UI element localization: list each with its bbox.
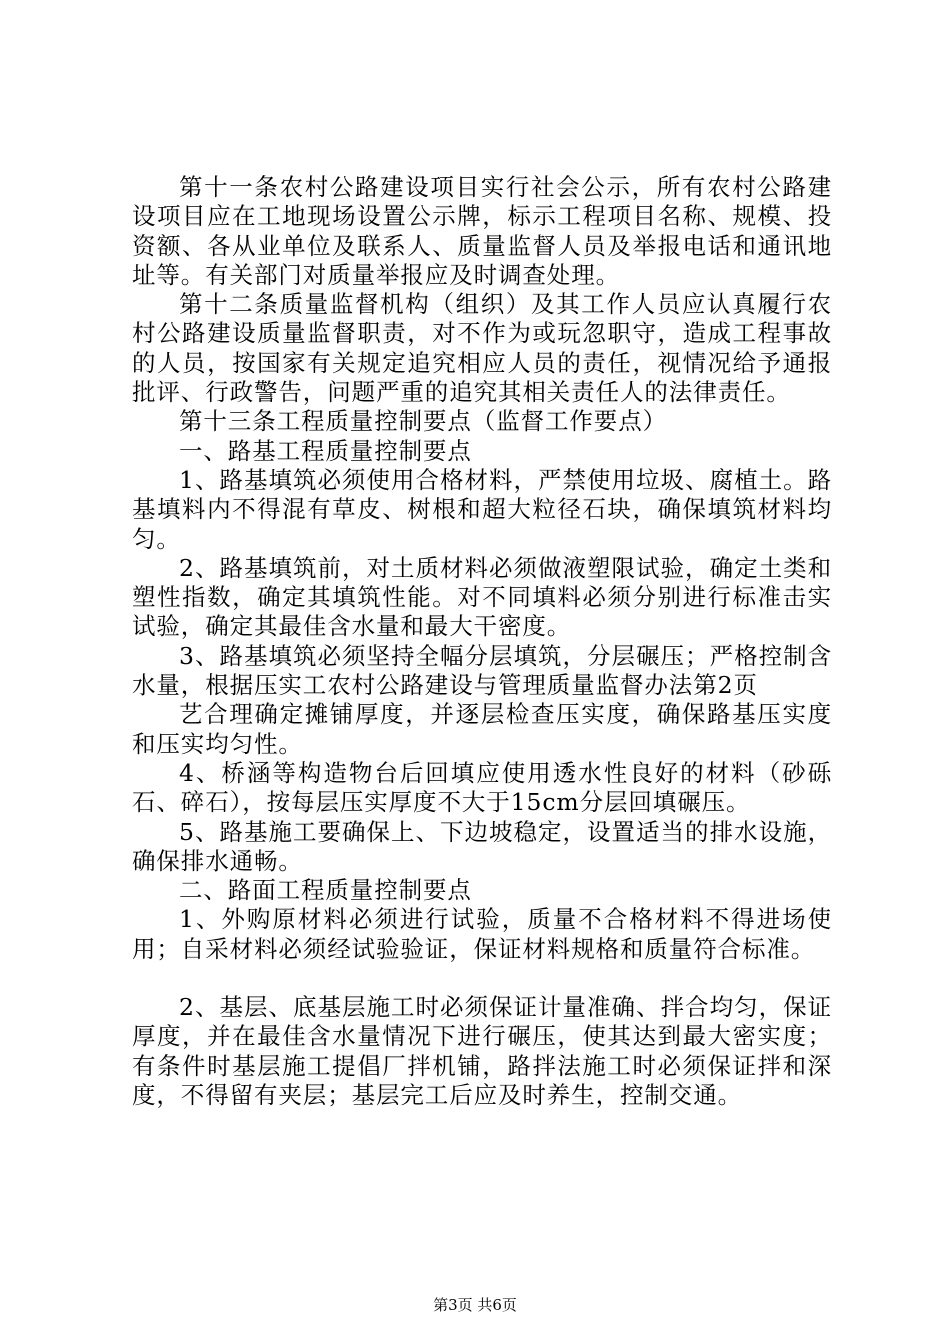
paragraph-subgrade-item-1: 1、路基填筑必须使用合格材料，严禁使用垃圾、腐植土。路基填料内不得混有草皮、树根和超大粒径石块，确保填筑材料均匀。 [132,465,832,553]
section-heading-subgrade: 一、路基工程质量控制要点 [179,436,472,465]
paragraph-subgrade-item-2: 2、路基填筑前，对土质材料必须做液塑限试验，确定土类和塑性指数，确定其填筑性能。对不同填料必须分别进行标准击实试验，确定其最佳含水量和最大干密度。 [132,553,832,641]
paragraph-pavement-item-1: 1、外购原材料必须进行试验，质量不合格材料不得进场使用；自采材料必须经试验验证，保证材料规格和质量符合标准。 [132,905,832,963]
document-body [132,173,832,1110]
paragraph-subgrade-item-3: 3、路基填筑必须坚持全幅分层填筑，分层碾压；严格控制含水量，根据压实工农村公路建设与管理质量监督办法第2页 [132,641,832,700]
paragraph-article-12: 第十二条质量监督机构（组织）及其工作人员应认真履行农村公路建设质量监督职责，对不作为或玩忽职守，造成工程事故的人员，按国家有关规定追究相应人员的责任，视情况给予通报批评、行政警告，问题严重的追究其相关责任人的法律责任。 [132,290,832,407]
paragraph-article-13-heading: 第十三条工程质量控制要点（监督工作要点） [179,407,667,436]
paragraph-article-11: 第十一条农村公路建设项目实行社会公示，所有农村公路建设项目应在工地现场设置公示牌，标示工程项目名称、规模、投资额、各从业单位及联系人、质量监督人员及举报电话和通讯地址等。有关部门对质量举报应及时调查处理。 [132,173,832,289]
paragraph-subgrade-item-3-continued: 艺合理确定摊铺厚度，并逐层检查压实度，确保路基压实度和压实均匀性。 [132,700,832,758]
page-number-footer: 第3页 共6页 [433,1296,517,1314]
paragraph-subgrade-item-4: 4、桥涵等构造物台后回填应使用透水性良好的材料（砂砾石、碎石），按每层压实厚度不大于15cm分层回填碾压。 [132,758,832,817]
paragraph-pavement-item-2: 2、基层、底基层施工时必须保证计量准确、拌合均匀，保证厚度，并在最佳含水量情况下进行碾压，使其达到最大密实度；有条件时基层施工提倡厂拌机铺，路拌法施工时必须保证拌和深度，不得留有夹层；基层完工后应及时养生，控制交通。 [132,993,832,1109]
paragraph-subgrade-item-5: 5、路基施工要确保上、下边坡稳定，设置适当的排水设施，确保排水通畅。 [132,817,832,875]
section-heading-pavement: 二、路面工程质量控制要点 [179,876,472,905]
